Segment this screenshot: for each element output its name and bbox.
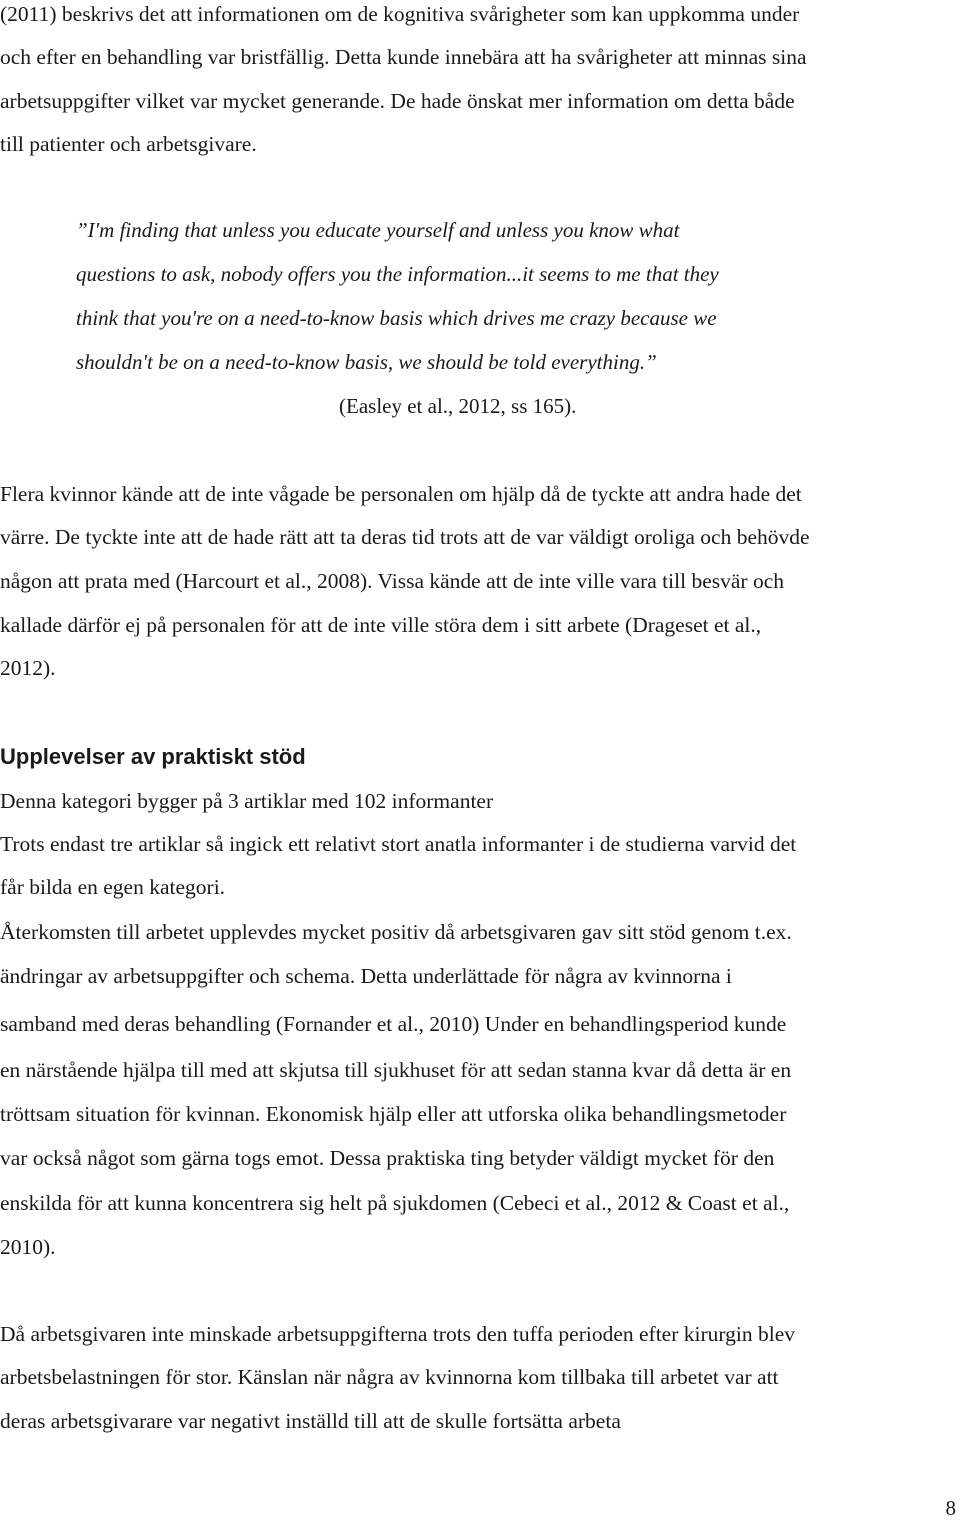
section-intro-line: Denna kategori bygger på 3 artiklar med 102 informanter xyxy=(0,789,494,813)
text-line: kallade därför ej på personalen för att de inte ville störa dem i sitt arbete (Drageset et al., xyxy=(0,613,762,637)
text-line: var också något som gärna togs emot. Dessa praktiska ting betyder väldigt mycket för den xyxy=(0,1146,775,1170)
text-line: Flera kvinnor kände att de inte vågade be personalen om hjälp då de tyckte att andra hade det xyxy=(0,482,802,506)
quote-line: questions to ask, nobody offers you the information...it seems to me that they xyxy=(76,262,719,286)
text-line: får bilda en egen kategori. xyxy=(0,875,226,899)
quote-line: think that you're on a need-to-know basis which drives me crazy because we xyxy=(76,306,717,330)
text-line: samband med deras behandling (Fornander et al., 2010) Under en behandlingsperiod kunde xyxy=(0,1012,787,1036)
text-line: deras arbetsgivarare var negativt inställd till att de skulle fortsätta arbeta xyxy=(0,1409,621,1433)
text-line: en närstående hjälpa till med att skjutsa till sjukhuset för att sedan stanna kvar då detta är en xyxy=(0,1058,792,1082)
text-line: Trots endast tre artiklar så ingick ett relativt stort anatla informanter i de studierna varvid det xyxy=(0,832,797,856)
text-line: arbetsbelastningen för stor. Känslan när några av kvinnorna kom tillbaka till arbetet var att xyxy=(0,1365,779,1389)
text-line: Återkomsten till arbetet upplevdes mycket positiv då arbetsgivaren gav sitt stöd genom t.ex. xyxy=(0,920,792,944)
quote-line: shouldn't be on a need-to-know basis, we should be told everything.” xyxy=(76,350,657,374)
text-line: tröttsam situation för kvinnan. Ekonomisk hjälp eller att utforska olika behandlingsmetoder xyxy=(0,1102,787,1126)
section-heading: Upplevelser av praktiskt stöd xyxy=(0,744,306,769)
text-line: 2012). xyxy=(0,656,56,680)
text-line: ändringar av arbetsuppgifter och schema. Detta underlättade för några av kvinnorna i xyxy=(0,964,732,988)
quote-citation: (Easley et al., 2012, ss 165). xyxy=(339,394,577,418)
text-line: värre. De tyckte inte att de hade rätt att ta deras tid trots att de var väldigt oroliga och behövde xyxy=(0,525,810,549)
text-line: enskilda för att kunna koncentrera sig helt på sjukdomen (Cebeci et al., 2012 & Coast et al., xyxy=(0,1191,790,1215)
text-line: (2011) beskrivs det att informationen om de kognitiva svårigheter som kan uppkomma under xyxy=(0,2,800,26)
text-line: Då arbetsgivaren inte minskade arbetsuppgifterna trots den tuffa perioden efter kirurgin blev xyxy=(0,1322,796,1346)
page-number: 8 xyxy=(945,1496,956,1520)
text-line: till patienter och arbetsgivare. xyxy=(0,132,257,156)
text-line: arbetsuppgifter vilket var mycket generande. De hade önskat mer information om detta både xyxy=(0,89,795,113)
text-line: och efter en behandling var bristfällig. Detta kunde innebära att ha svårigheter att minnas sina xyxy=(0,45,807,69)
text-line: 2010). xyxy=(0,1235,56,1259)
text-line: någon att prata med (Harcourt et al., 2008). Vissa kände att de inte ville vara till besvär och xyxy=(0,569,784,593)
quote-line: ”I'm finding that unless you educate yourself and unless you know what xyxy=(76,218,680,242)
